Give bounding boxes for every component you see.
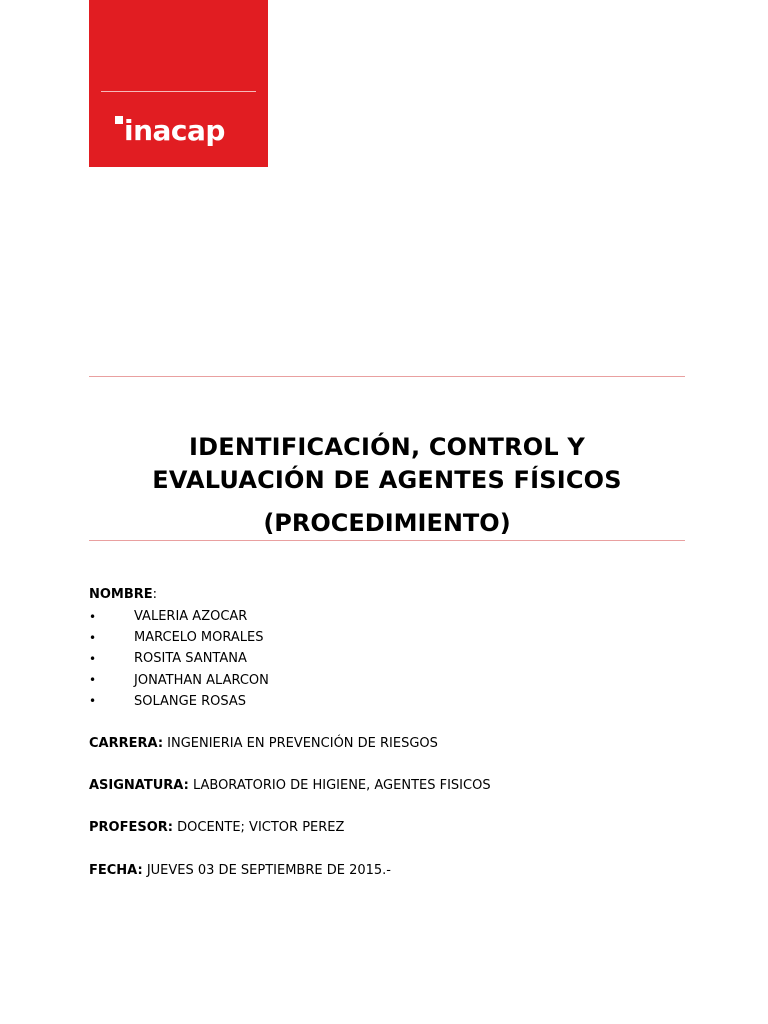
- asignatura-value: LABORATORIO DE HIGIENE, AGENTES FISICOS: [192, 778, 491, 793]
- profesor-label: PROFESOR:: [89, 820, 173, 835]
- profesor-value: DOCENTE; VICTOR PEREZ: [177, 820, 345, 835]
- title-bottom-rule: [89, 540, 685, 541]
- names-label: NOMBRE: [89, 587, 153, 602]
- list-item: [89, 627, 269, 648]
- student-name: JONATHAN ALARCON: [134, 672, 269, 688]
- carrera-field: [89, 736, 438, 752]
- bullet-icon: •: [89, 651, 97, 666]
- list-item: [89, 691, 269, 712]
- student-name: MARCELO MORALES: [134, 630, 264, 646]
- asignatura-field: [89, 778, 491, 794]
- logo-divider: [101, 91, 256, 92]
- document-subtitle: (PROCEDIMIENTO): [263, 509, 511, 537]
- bullet-icon: •: [89, 609, 97, 624]
- logo-square-icon: [115, 116, 123, 124]
- profesor-field: [89, 820, 344, 836]
- document-title: [89, 431, 685, 497]
- logo-wordmark: inacap: [124, 114, 225, 147]
- fecha-label: FECHA:: [89, 863, 143, 878]
- title-top-rule: [89, 376, 685, 377]
- names-colon: :: [152, 587, 158, 602]
- inacap-logo-block: [89, 0, 268, 167]
- student-name: VALERIA AZOCAR: [134, 609, 248, 625]
- student-name: SOLANGE ROSAS: [134, 693, 246, 709]
- list-item: [89, 606, 269, 627]
- bullet-icon: •: [89, 630, 97, 645]
- names-list: [89, 606, 269, 712]
- student-name: ROSITA SANTANA: [134, 651, 247, 667]
- list-item: [89, 648, 269, 669]
- carrera-value: INGENIERIA EN PREVENCIÓN DE RIESGOS: [167, 736, 438, 751]
- inacap-logo: [115, 116, 225, 146]
- carrera-label: CARRERA:: [89, 736, 164, 751]
- names-heading: [89, 587, 157, 603]
- title-line-1: IDENTIFICACIÓN, CONTROL Y: [188, 433, 586, 461]
- asignatura-label: ASIGNATURA:: [89, 778, 189, 793]
- fecha-value: JUEVES 03 DE SEPTIEMBRE DE 2015.-: [146, 863, 391, 878]
- title-line-2: EVALUACIÓN DE AGENTES FÍSICOS: [152, 466, 622, 494]
- list-item: [89, 670, 269, 691]
- bullet-icon: •: [89, 694, 97, 709]
- bullet-icon: •: [89, 673, 97, 688]
- fecha-field: [89, 863, 391, 879]
